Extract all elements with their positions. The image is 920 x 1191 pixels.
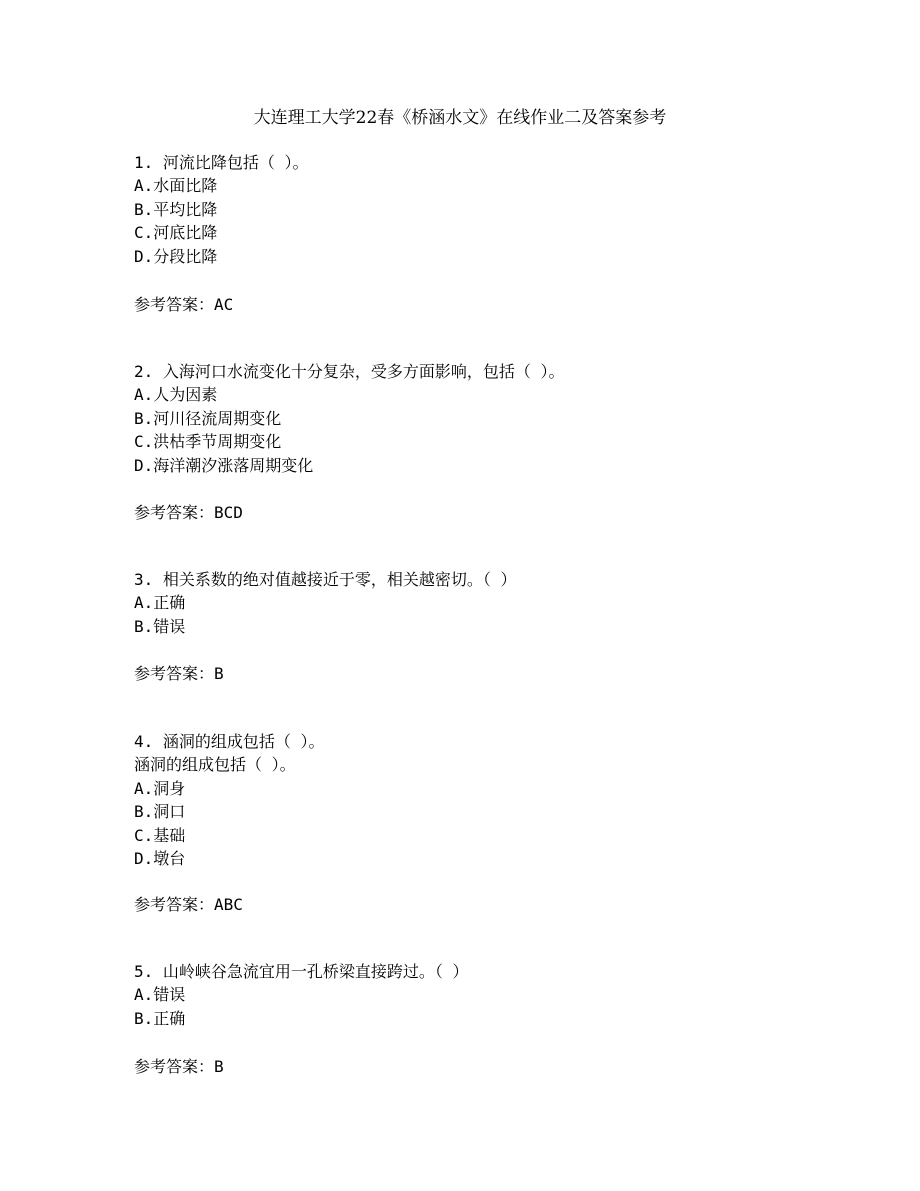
answer-4: [134, 893, 243, 916]
option-c: C.洪枯季节周期变化: [134, 432, 282, 452]
answer-label: 参考答案：: [134, 295, 215, 314]
answer-value: B: [214, 1057, 224, 1076]
answer-label: 参考答案：: [134, 895, 215, 914]
answer-label: 参考答案：: [134, 503, 215, 522]
answer-3: [134, 662, 224, 685]
answer-value: AC: [214, 295, 234, 314]
option-b: B.正确: [134, 1008, 186, 1028]
question-stem-repeat: 涵洞的组成包括（ ）。: [134, 755, 296, 775]
option-b: B.平均比降: [134, 199, 218, 219]
option-c: C.河底比降: [134, 223, 218, 243]
document-title: 大连理工大学22春《桥涵水文》在线作业二及答案参考: [253, 108, 667, 128]
option-a: A.人为因素: [134, 385, 218, 405]
question-2: [134, 360, 565, 477]
question-1: [134, 151, 309, 268]
question-stem: 3. 相关系数的绝对值越接近于零，相关越密切。（ ）: [134, 570, 517, 589]
option-a: A.错误: [134, 985, 186, 1005]
answer-label: 参考答案：: [134, 1057, 215, 1076]
question-stem: 2. 入海河口水流变化十分复杂，受多方面影响，包括（ ）。: [134, 362, 565, 381]
answer-value: BCD: [214, 503, 243, 522]
option-d: D.分段比降: [134, 246, 218, 266]
option-d: D.墩台: [134, 848, 186, 868]
option-d: D.海洋潮汐涨落周期变化: [134, 455, 314, 475]
option-a: A.洞身: [134, 778, 186, 798]
answer-2: [134, 501, 243, 524]
option-b: B.河川径流周期变化: [134, 408, 282, 428]
question-stem: 5. 山岭峡谷急流宜用一孔桥梁直接跨过。（ ）: [134, 962, 469, 981]
question-5: [134, 960, 469, 1030]
answer-5: [134, 1055, 224, 1078]
question-stem: 4. 涵洞的组成包括（ ）。: [134, 732, 325, 751]
answer-label: 参考答案：: [134, 664, 215, 683]
option-a: A.正确: [134, 593, 186, 613]
option-b: B.洞口: [134, 802, 186, 822]
question-stem: 1. 河流比降包括（ ）。: [134, 153, 309, 172]
option-b: B.错误: [134, 616, 186, 636]
option-a: A.水面比降: [134, 176, 218, 196]
option-c: C.基础: [134, 825, 186, 845]
question-4: [134, 730, 325, 870]
answer-1: [134, 293, 233, 316]
answer-value: ABC: [214, 895, 243, 914]
answer-value: B: [214, 664, 224, 683]
question-3: [134, 568, 517, 638]
